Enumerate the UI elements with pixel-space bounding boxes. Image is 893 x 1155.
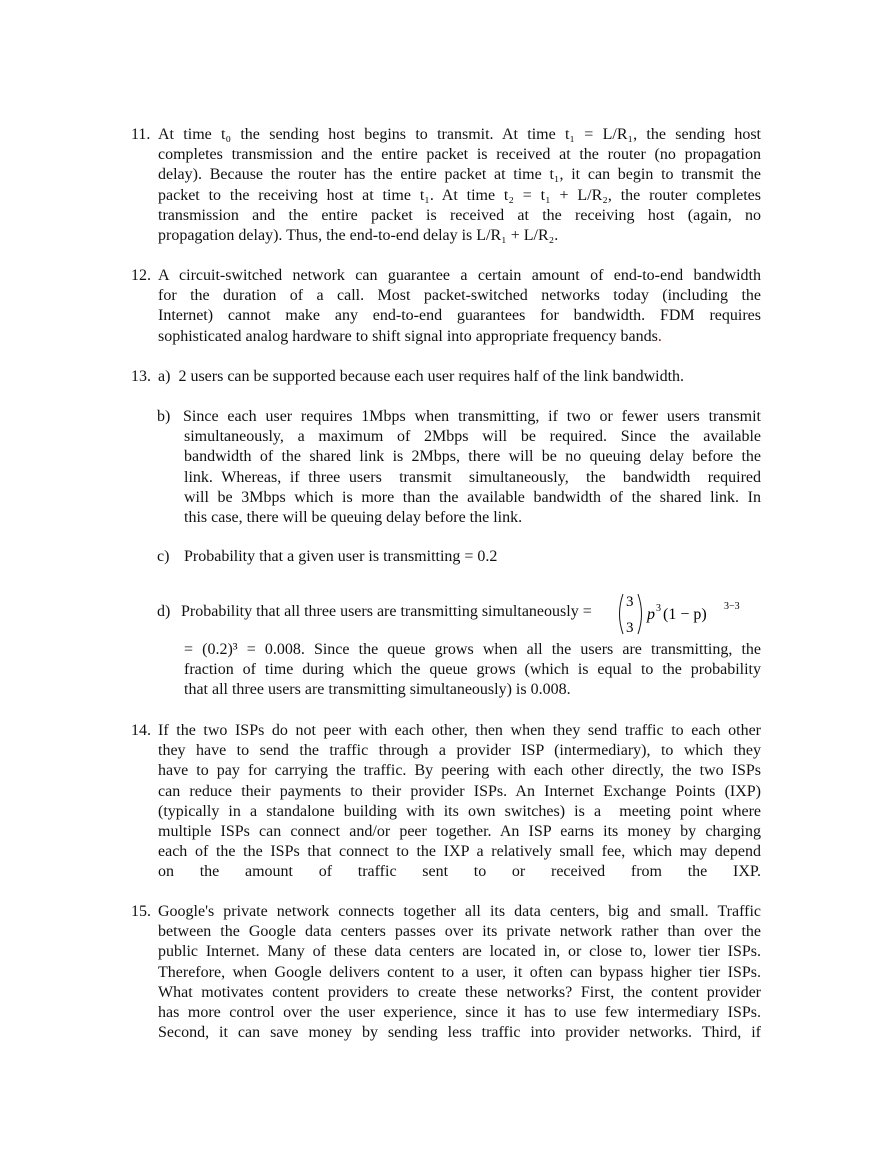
sub-label: d) xyxy=(157,603,171,620)
formula-exponent: 3−3 xyxy=(724,601,740,612)
binomial-formula xyxy=(616,590,756,638)
text-line: Probability that all three users are transmitting simultaneously = xyxy=(181,603,592,620)
text-line: fraction of time during which the queue grows (which is equal to the probability xyxy=(184,661,761,679)
text-line: have to pay for carrying the traffic. By peering with each other directly, the two ISPs xyxy=(158,762,761,780)
text-line: delay). Because the router has the entire packet at time t₁, it can begin to transmit the xyxy=(158,166,761,184)
text-line xyxy=(158,327,761,347)
text-line: Therefore, when Google delivers content to a user, it often can bypass higher tier ISPs. xyxy=(158,963,761,981)
text-line xyxy=(158,367,761,387)
text-line: between the Google data centers passes over its private network rather than over the xyxy=(158,923,761,941)
text-line: Google's private network connects together all its data centers, big and small. Traffic xyxy=(158,903,761,920)
text-line: link. Whereas, if three users transmit simultaneously, the bandwidth required xyxy=(184,468,761,486)
answer-15-text xyxy=(158,902,761,1043)
text-line: At time t₀ the sending host begins to transmit. At time t₁ = L/R₁, the sending host xyxy=(158,126,761,143)
text-line: they have to send the traffic through a provider ISP (intermediary), to which they xyxy=(158,742,761,760)
sub-text: 2 users can be supported because each user requires half of the link bandwidth. xyxy=(178,368,685,385)
answer-14 xyxy=(131,721,761,883)
formula-p-exponent: 3 xyxy=(656,603,661,614)
text-line: Second, it can save money by sending less traffic into provider networks. Third, if xyxy=(158,1024,761,1042)
formula-p: p xyxy=(647,606,655,623)
right-paren xyxy=(638,594,642,634)
text-line: Since each user requires 1Mbps when transmitting, if two or fewer users transmit xyxy=(183,408,761,425)
text-line-content: sophisticated analog hardware to shift signal into appropriate frequency bands xyxy=(158,327,658,345)
answer-15 xyxy=(131,902,761,1043)
text-line: can reduce their payments to their provider ISPs. An Internet Exchange Points (IXP) xyxy=(158,782,761,800)
answer-13a xyxy=(158,367,761,387)
text-line: for the duration of a call. Most packet-switched networks today (including the xyxy=(158,287,761,305)
red-period: . xyxy=(657,327,662,345)
text-line: each of the the ISPs that connect to the IXP a relatively small fee, which may depend xyxy=(158,843,761,861)
text-line: will be 3Mbps which is more than the available bandwidth of the shared link. In xyxy=(184,488,761,506)
answer-13 xyxy=(131,367,761,387)
item-number: 14. xyxy=(131,722,151,739)
text-line: What motivates content providers to create these networks? First, the content provider xyxy=(158,983,761,1001)
binomial-n: 3 xyxy=(626,594,634,610)
text-line: bandwidth of the shared link is 2Mbps, there will be no queuing delay before the xyxy=(184,448,761,466)
text-line: = (0.2)³ = 0.008. Since the queue grows when all the users are transmitting, the xyxy=(184,641,761,658)
answer-13c-text xyxy=(184,547,761,567)
answer-13d-result xyxy=(157,640,761,701)
sub-label: b) xyxy=(157,408,171,425)
item-number: 11. xyxy=(131,126,151,143)
text-line: Probability that a given user is transmitting = 0.2 xyxy=(184,548,498,565)
text-line: has more control over the user experience, since it has to use few intermediary ISPs. xyxy=(158,1004,761,1022)
text-line: multiple ISPs can connect and/or peer together. An ISP earns its money by charging xyxy=(158,823,761,841)
text-line: this case, there will be queuing delay before the link. xyxy=(184,509,523,527)
answer-13d-result-text xyxy=(184,640,761,701)
answer-13c xyxy=(157,547,761,567)
text-line: (typically in a standalone building with its own switches) is a meeting point where xyxy=(158,802,761,820)
text-line: packet to the receiving host at time t₁. At time t₂ = t₁ + L/R₂, the router completes xyxy=(158,186,761,204)
left-paren xyxy=(620,594,624,634)
text-line: If the two ISPs do not peer with each other, then when they send traffic to each other xyxy=(158,722,761,739)
text-line: simultaneously, a maximum of 2Mbps will be required. Since the available xyxy=(184,428,761,446)
item-number: 12. xyxy=(131,267,151,284)
item-number: 13. xyxy=(131,368,151,385)
sub-label: a) xyxy=(158,368,171,385)
answer-12-text xyxy=(158,266,761,347)
text-line: transmission and the entire packet is received at the receiving host (again, no xyxy=(158,206,761,224)
binomial-k: 3 xyxy=(626,620,634,636)
text-line: public Internet. Many of these data centers are located in, or close to, lower tier ISPs. xyxy=(158,943,761,961)
text-line: Internet) cannot make any end-to-end guarantees for bandwidth. FDM requires xyxy=(158,307,761,325)
answer-11-text xyxy=(158,125,761,246)
answer-13b xyxy=(157,407,761,528)
formula-one-minus-p: (1 − p) xyxy=(663,606,707,623)
answer-13b-text xyxy=(184,407,761,528)
text-line: that all three users are transmitting simultaneously) is 0.008. xyxy=(184,681,571,699)
sub-label: c) xyxy=(157,548,170,565)
text-line: completes transmission and the entire packet is received at the router (no propagation xyxy=(158,146,761,164)
text-line: on the amount of traffic sent to or received from the IXP. xyxy=(158,863,761,881)
answer-14-text xyxy=(158,721,761,883)
answer-12 xyxy=(131,266,761,347)
text-line: propagation delay). Thus, the end-to-end delay is L/R₁ + L/R₂. xyxy=(158,227,559,245)
answer-11 xyxy=(131,125,761,246)
item-number: 15. xyxy=(131,903,151,920)
text-line: A circuit-switched network can guarantee a certain amount of end-to-end bandwidth xyxy=(158,267,761,284)
